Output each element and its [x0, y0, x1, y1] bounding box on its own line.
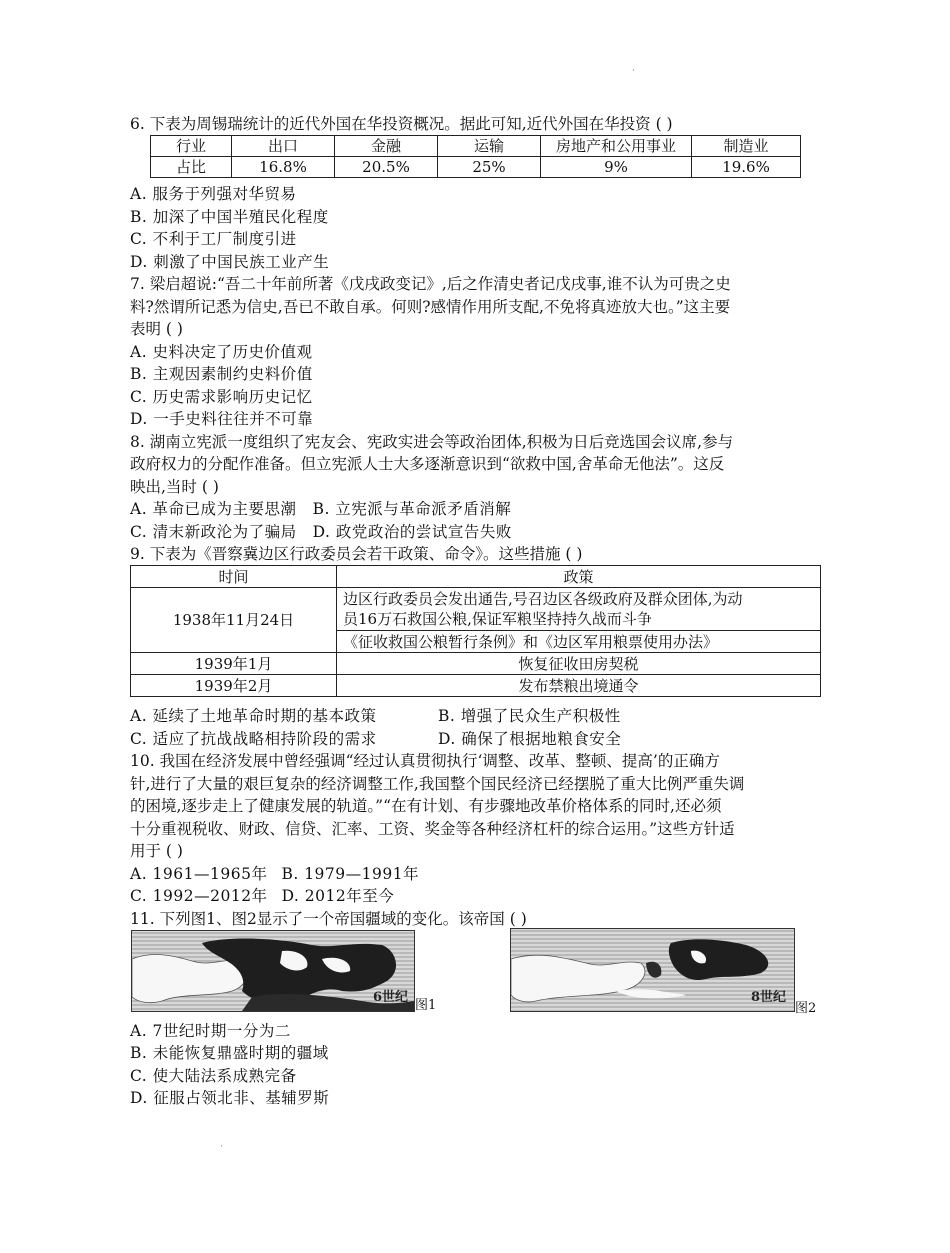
q6-option-b: B. 加深了中国半殖民化程度: [130, 208, 329, 226]
q9-row-policy: 发布禁粮出境通令: [337, 675, 821, 697]
q6-value-cell: 19.6%: [692, 157, 801, 178]
q10-options-ab: [130, 864, 419, 885]
q9-header-policy: 政策: [337, 566, 821, 588]
q10-options-cd: [130, 886, 394, 907]
q7-option-a: A. 史料决定了历史价值观: [130, 343, 313, 361]
q9-policy-line: 边区行政委员会发出通告,号召边区各级政府及群众团体,为动: [343, 590, 743, 608]
q11-option-b: B. 未能恢复鼎盛时期的疆域: [130, 1044, 329, 1062]
q10-option-b: B. 1979—1991年: [281, 865, 420, 883]
page-dot: ·: [220, 1142, 223, 1152]
q8-option-a: A. 革命已成为主要思潮: [130, 500, 297, 518]
q9-row-policy: [337, 588, 821, 631]
map-figure-2: [510, 928, 795, 1012]
q10-stem-line: 十分重视税收、财政、信贷、汇率、工资、奖金等各种经济杠杆的综合运用。”这些方针适: [130, 820, 735, 838]
q11-option-d: D. 征服占领北非、基辅罗斯: [130, 1089, 330, 1107]
q9-option-d: D. 确保了根据地粮食安全: [438, 730, 622, 748]
q10-stem-line: 针,进行了大量的艰巨复杂的经济调整工作,我国整个国民经济已经摆脱了重大比例严重失调: [130, 775, 745, 793]
q6-header-cell: 金融: [335, 136, 438, 157]
q8-option-b: B. 立宪派与革命派矛盾消解: [312, 500, 512, 518]
q9-options-ab: [130, 706, 621, 727]
q6-option-c: C. 不利于工厂制度引进: [130, 230, 297, 248]
map-figure-1: [131, 930, 415, 1012]
q8-stem-line: 政府权力的分配作准备。但立宪派人士大多逐渐意识到“欲救中国,舍革命无他法”。这反: [130, 455, 725, 473]
q8-option-c: C. 清末新政沦为了骗局: [130, 523, 297, 541]
map-1-graphic: [132, 931, 414, 1011]
q10-stem-line: 10. 我国在经济发展中曾经强调“经过认真贯彻执行‘调整、改革、整顿、提高’的正确方: [130, 752, 720, 770]
q6-stem: 6. 下表为周锡瑞统计的近代外国在华投资概况。据此可知,近代外国在华投资 ( ): [130, 115, 673, 133]
q11-option-a: A. 7世纪时期一分为二: [130, 1022, 291, 1040]
q9-row-time: 1939年1月: [131, 653, 337, 675]
q7-option-d: D. 一手史料往往并不可靠: [130, 410, 314, 428]
q7-stem-line: 料?然谓所记悉为信史,吾已不敢自承。何则?感情作用所支配,不免将真迹放大也。”这主要: [130, 298, 731, 316]
q9-row-time: 1938年11月24日: [131, 588, 337, 653]
q10-option-d: D. 2012年至今: [281, 887, 395, 905]
q6-header-cell: 制造业: [692, 136, 801, 157]
q8-option-d: D. 政党政治的尝试宣告失败: [312, 523, 512, 541]
q9-row-policy: 恢复征收田房契税: [337, 653, 821, 675]
q9-table: [130, 565, 821, 697]
q11-option-c: C. 使大陆法系成熟完备: [130, 1067, 297, 1085]
q9-row-policy: 《征收救国公粮暂行条例》和《边区军用粮票使用办法》: [337, 631, 821, 653]
map-1-caption: 图1: [415, 998, 437, 1013]
q6-option-d: D. 刺激了中国民族工业产生: [130, 253, 330, 271]
q10-stem-line: 的困境,逐步走上了健康发展的轨道。”“在有计划、有步骤地改革价格体系的同时,还必须: [130, 797, 722, 815]
q6-value-cell: 9%: [541, 157, 692, 178]
q6-header-cell: 行业: [151, 136, 232, 157]
q6-value-cell: 16.8%: [232, 157, 335, 178]
q7-option-c: C. 历史需求影响历史记忆: [130, 388, 313, 406]
q9-option-a: A. 延续了土地革命时期的基本政策: [130, 707, 377, 725]
q6-header-cell: 出口: [232, 136, 335, 157]
q6-value-cell: 占比: [151, 157, 232, 178]
q7-stem-line: 7. 梁启超说:“吾二十年前所著《戊戌政变记》,后之作清史者记戊戌事,谁不认为可贵之史: [130, 275, 731, 293]
q6-table: [150, 135, 801, 178]
q6-header-cell: 运输: [438, 136, 541, 157]
q9-options-cd: [130, 729, 621, 750]
q6-value-cell: 20.5%: [335, 157, 438, 178]
map-2-century-label: 8世纪: [750, 990, 786, 1005]
q10-stem-line: 用于 ( ): [130, 842, 183, 860]
q8-stem-line: 8. 湖南立宪派一度组织了宪友会、宪政实进会等政治团体,积极为日后竞选国会议席,参与: [130, 433, 734, 451]
q7-stem-line: 表明 ( ): [130, 320, 183, 338]
map-1-century-label: 6世纪: [372, 990, 408, 1005]
q8-stem-line: 映出,当时 ( ): [130, 478, 219, 496]
q9-option-b: B. 增强了民众生产积极性: [438, 707, 621, 725]
q6-option-a: A. 服务于列强对华贸易: [130, 185, 297, 203]
map-2-caption: 图2: [795, 1001, 817, 1016]
q9-stem: 9. 下表为《晋察冀边区行政委员会若干政策、命令》。这些措施 ( ): [130, 545, 583, 563]
q9-option-c: C. 适应了抗战战略相持阶段的需求: [130, 730, 377, 748]
q6-header-cell: 房地产和公用事业: [541, 136, 692, 157]
q9-row-time: 1939年2月: [131, 675, 337, 697]
q11-stem: 11. 下列图1、图2显示了一个帝国疆域的变化。该帝国 ( ): [130, 910, 527, 928]
q6-value-cell: 25%: [438, 157, 541, 178]
q7-option-b: B. 主观因素制约史料价值: [130, 365, 313, 383]
q9-header-time: 时间: [131, 566, 337, 588]
q10-option-a: A. 1961—1965年: [130, 865, 268, 883]
q8-options-ab: [130, 499, 511, 520]
page-dot: ·: [632, 66, 635, 76]
q10-option-c: C. 1992—2012年: [130, 887, 268, 905]
q8-options-cd: [130, 522, 512, 543]
q9-policy-line: 员16万石救国公粮,保证军粮坚持持久战而斗争: [343, 610, 652, 628]
